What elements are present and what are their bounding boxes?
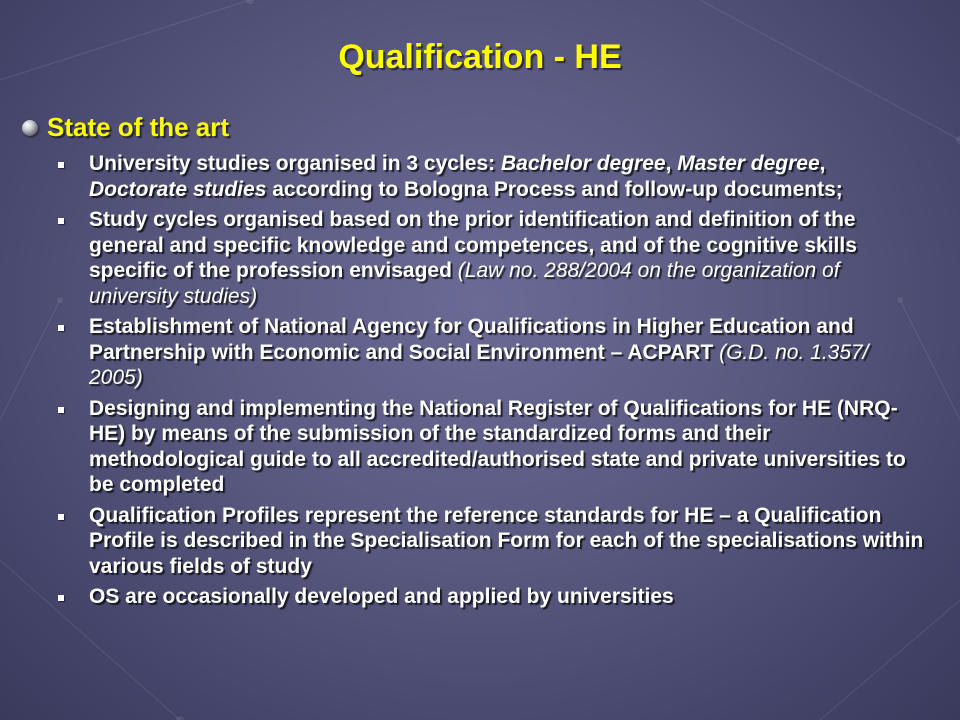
bullet-item bbox=[58, 396, 928, 498]
bullet-text-segment: University studies organised in 3 cycles: bbox=[89, 152, 501, 175]
bullet-text-segment: OS are occasionally developed and applied by universities bbox=[89, 585, 674, 608]
square-bullet-icon bbox=[58, 514, 64, 520]
bullet-text-segment: (G.D. no. 1.357/ 2005) bbox=[89, 340, 869, 389]
bullet-item bbox=[58, 584, 928, 610]
bullet-text-segment: Study cycles organised based on the prior identification and definition of the general and specific knowledge and competences, and of the cognitive skills specific of the profession envisaged bbox=[89, 208, 857, 282]
bullet-text-segment: Qualification Profiles represent the reference standards for HE – a Qualification Profile is described in the Specialisation Form for each of the specialisations within various fields of study bbox=[89, 503, 924, 578]
square-bullet-icon bbox=[58, 407, 64, 413]
square-bullet-icon bbox=[58, 595, 64, 601]
bullet-item bbox=[58, 314, 928, 391]
section-heading-row bbox=[22, 112, 229, 143]
bullet-text-segment: Master degree bbox=[677, 152, 820, 175]
bullet-text-segment: , bbox=[819, 152, 826, 175]
bullet-text-segment: Doctorate studies bbox=[89, 177, 267, 201]
square-bullet-icon bbox=[58, 325, 64, 331]
bullet-text-segment: , bbox=[665, 152, 678, 175]
bullet-text-segment: Establishment of National Agency for Qualifications in Higher Education and Partnership with Economic and Social Environment – ACPART bbox=[89, 315, 854, 364]
bullet-text-segment: (Law no. 288/2004 on the organization of university studies) bbox=[89, 259, 840, 308]
bullet-text-segment: according to Bologna Process and follow-up documents; bbox=[266, 177, 843, 201]
bullet-item bbox=[58, 503, 928, 580]
bullet-list bbox=[58, 151, 928, 615]
square-bullet-icon bbox=[58, 218, 64, 224]
orb-bullet-icon bbox=[22, 120, 38, 136]
bullet-item bbox=[58, 207, 928, 309]
bullet-text-segment: Designing and implementing the National Register of Qualifications for HE (NRQ-HE) by means of the submission of the standardized forms and their methodological guide to all accredited/authorised state and private universities to be completed bbox=[89, 396, 906, 496]
section-heading: State of the art bbox=[47, 112, 230, 142]
bullet-item bbox=[58, 151, 928, 202]
slide-title: Qualification - HE bbox=[338, 38, 622, 76]
square-bullet-icon bbox=[58, 162, 64, 168]
bullet-text-segment: Bachelor degree bbox=[501, 152, 666, 175]
